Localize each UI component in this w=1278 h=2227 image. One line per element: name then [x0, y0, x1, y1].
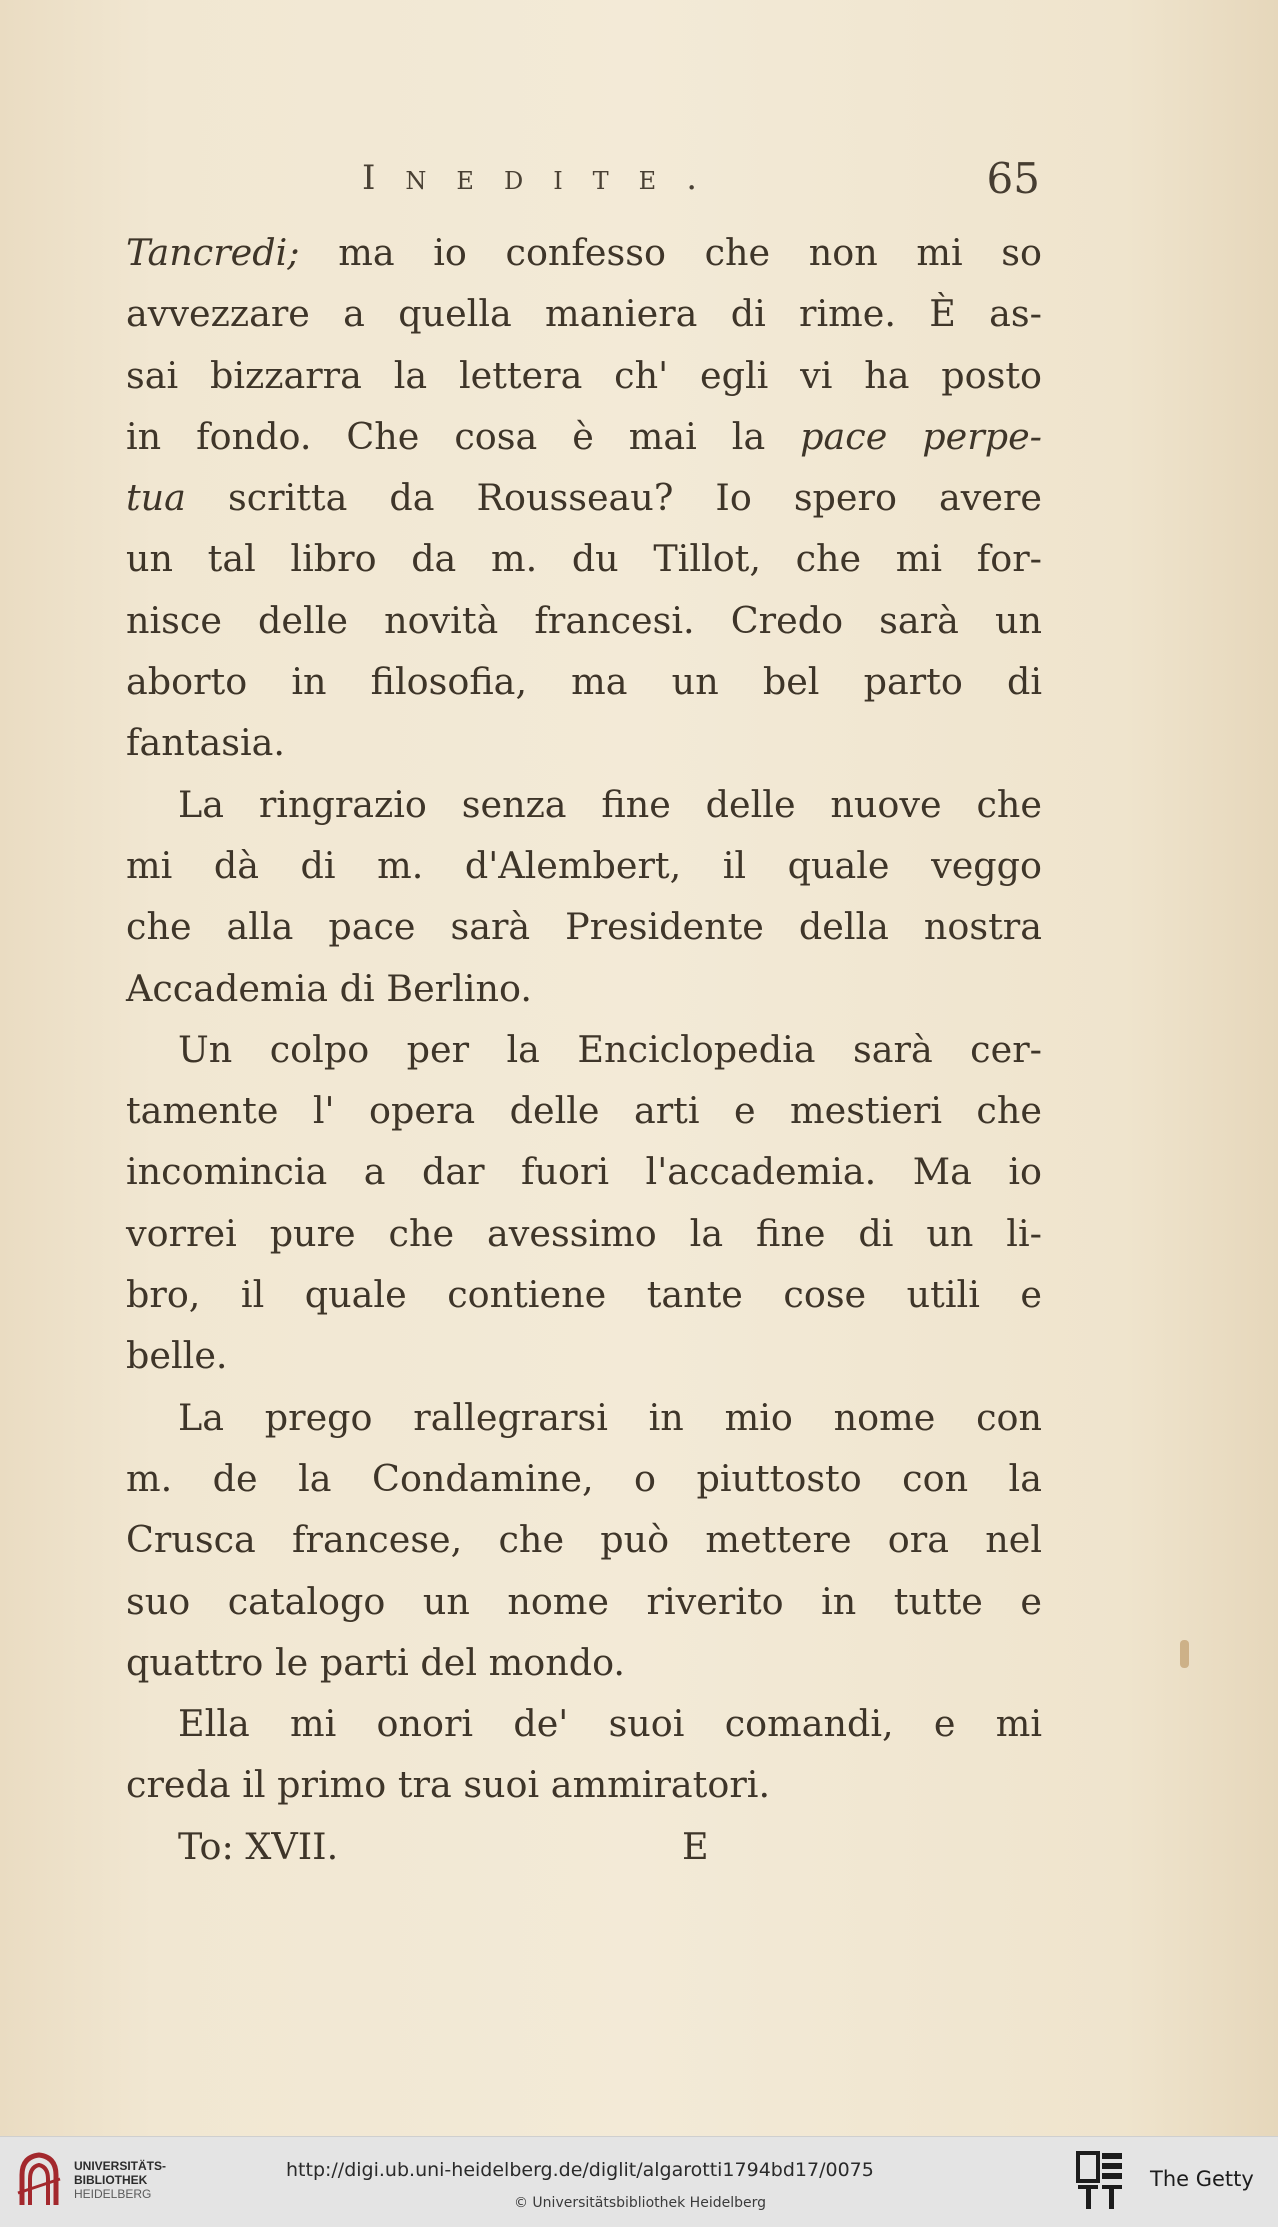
university-heidelberg-logo-icon	[14, 2149, 64, 2211]
text-fragment: quattro le parti del mondo.	[126, 1640, 626, 1684]
text-line	[126, 1754, 1042, 1815]
text-fragment: sai bizzarra la lettera ch' egli vi ha posto	[126, 353, 1042, 397]
ink-smudge	[1180, 1640, 1189, 1668]
permalink-url[interactable]: http://digi.ub.uni-heidelberg.de/diglit/algarotti1794bd17/0075	[286, 2159, 874, 2181]
text-line	[126, 1019, 1042, 1080]
text-line	[126, 1632, 1042, 1693]
text-line	[126, 1325, 1042, 1386]
text-fragment: Un colpo per la Enciclopedia sarà cer-	[178, 1027, 1042, 1071]
text-line	[126, 1080, 1042, 1141]
text-line	[126, 590, 1042, 651]
text-line	[126, 1203, 1042, 1264]
text-fragment: aborto in filosofia, ma un bel parto di	[126, 660, 1042, 704]
page-header	[362, 154, 1040, 218]
text-line	[126, 774, 1042, 835]
text-line	[126, 467, 1042, 528]
text-line	[126, 958, 1042, 1019]
text-fragment: vorrei pure che avessimo la fine di un li-	[126, 1211, 1042, 1255]
viewer-footer	[0, 2136, 1278, 2227]
text-fragment: fantasia.	[126, 721, 285, 765]
text-line	[126, 1509, 1042, 1570]
text-line	[126, 1571, 1042, 1632]
text-fragment: La ringrazio senza fine delle nuove che	[178, 782, 1042, 826]
text-fragment: incomincia a dar fuori l'accademia. Ma io	[126, 1150, 1042, 1194]
text-line	[126, 1264, 1042, 1325]
partner-name: The Getty	[1150, 2167, 1254, 2191]
volume-mark: To: XVII.	[178, 1824, 339, 1868]
text-fragment: nisce delle novità francesi. Credo sarà un	[126, 598, 1042, 642]
institution-name-line2: BIBLIOTHEK	[74, 2173, 148, 2187]
text-fragment: creda il primo tra suoi ammiratori.	[126, 1763, 771, 1807]
text-line	[126, 283, 1042, 344]
text-fragment: belle.	[126, 1334, 228, 1378]
institution-name-line3: HEIDELBERG	[74, 2187, 152, 2201]
text-fragment: suo catalogo un nome riverito in tutte e	[126, 1579, 1042, 1623]
body-text	[126, 222, 1042, 1872]
text-line	[126, 835, 1042, 896]
getty-logo-icon	[1076, 2151, 1126, 2215]
copyright-notice: © Universitätsbibliothek Heidelberg	[513, 2195, 766, 2211]
text-fragment: Accademia di Berlino.	[126, 966, 532, 1010]
text-line	[126, 651, 1042, 712]
text-fragment: in fondo. Che cosa è mai la	[126, 414, 801, 458]
running-title: Inedite.	[362, 158, 728, 198]
text-fragment: che alla pace sarà Presidente della nostra	[126, 905, 1042, 949]
text-line	[126, 1448, 1042, 1509]
text-fragment: tamente l' opera delle arti e mestieri che	[126, 1089, 1042, 1133]
page-footer-marks	[126, 1816, 1042, 1877]
text-fragment: mi dà di m. d'Alembert, il quale veggo	[126, 843, 1042, 887]
text-fragment: scritta da Rousseau? Io spero avere	[185, 476, 1042, 520]
text-line	[126, 712, 1042, 773]
text-fragment-italic: Tancredi;	[126, 231, 300, 274]
text-fragment: Crusca francese, che può mettere ora nel	[126, 1518, 1042, 1562]
text-fragment: avvezzare a quella maniera di rime. È as-	[126, 292, 1042, 336]
text-fragment-italic: pace perpe-	[800, 414, 1043, 458]
text-fragment: m. de la Condamine, o piuttosto con la	[126, 1456, 1042, 1500]
text-line	[126, 1141, 1042, 1202]
text-fragment: bro, il quale contiene tante cose utili e	[126, 1273, 1042, 1317]
text-fragment: ma io confesso che non mi so	[299, 231, 1042, 274]
text-line	[126, 345, 1042, 406]
text-line	[126, 406, 1042, 467]
institution-name	[74, 2159, 166, 2201]
text-fragment: La prego rallegrarsi in mio nome con	[178, 1395, 1042, 1439]
text-line	[126, 222, 1042, 283]
text-line	[126, 1693, 1042, 1754]
text-fragment-italic: tua	[126, 476, 186, 520]
text-line	[126, 896, 1042, 957]
institution-name-line1: UNIVERSITÄTS-	[74, 2159, 167, 2173]
signature-mark: E	[682, 1824, 709, 1868]
text-line	[126, 1387, 1042, 1448]
text-line	[126, 528, 1042, 589]
text-fragment: un tal libro da m. du Tillot, che mi for-	[126, 537, 1042, 581]
page-number: 65	[986, 154, 1040, 203]
text-fragment: Ella mi onori de' suoi comandi, e mi	[178, 1702, 1042, 1746]
